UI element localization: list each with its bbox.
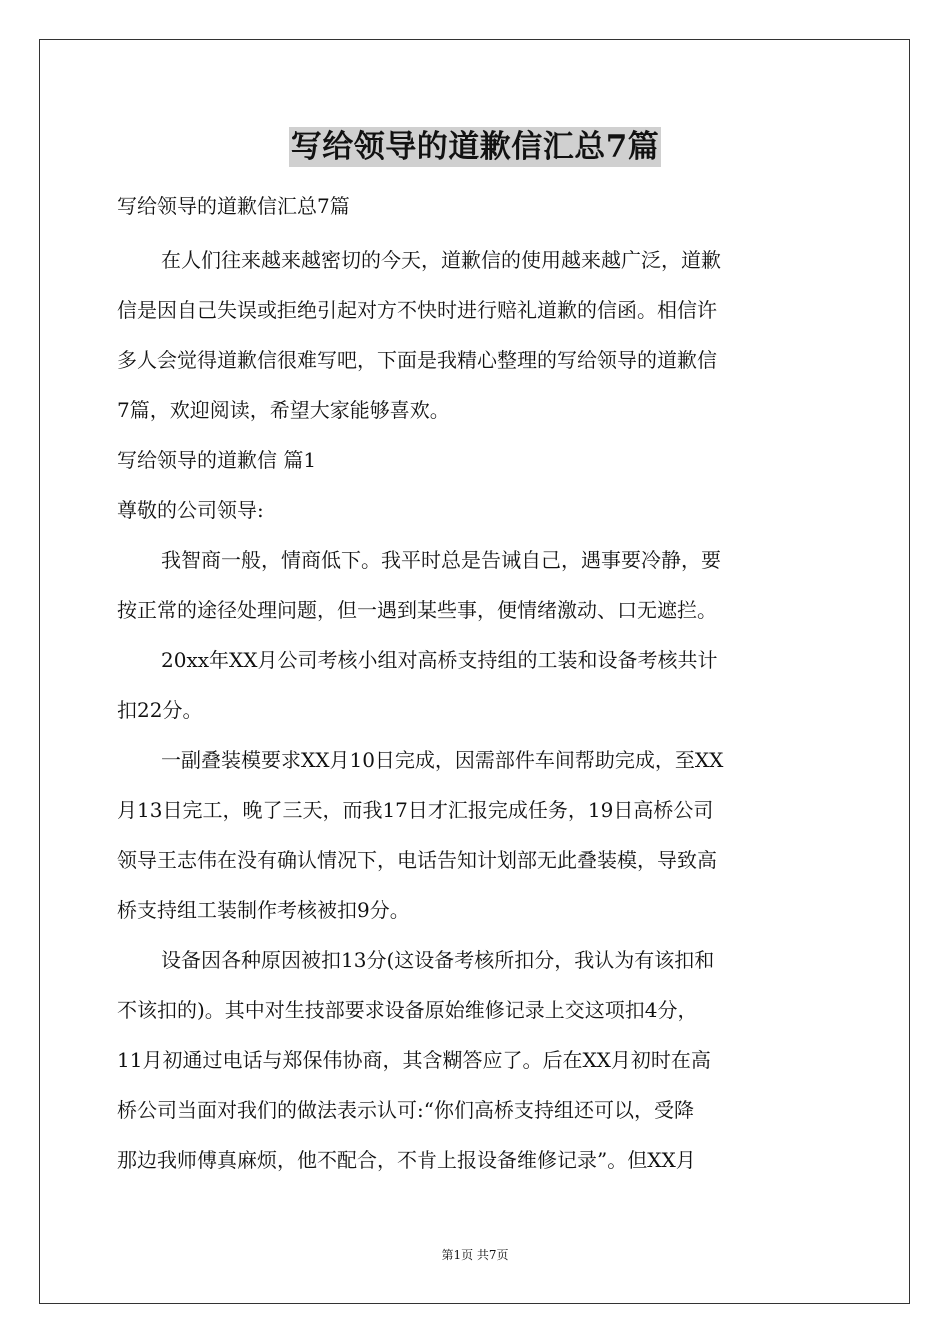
body-line: 我智商一般，情商低下。我平时总是告诫自己，遇事要冷静，要 (161, 548, 721, 572)
document-title: 写给领导的道歉信汇总7篇 (290, 129, 660, 165)
body-line: 不该扣的)。其中对生技部要求设备原始维修记录上交这项扣4分， (117, 998, 698, 1022)
body-line: 领导王志伟在没有确认情况下，电话告知计划部无此叠装模，导致高 (117, 848, 717, 872)
title-wrap (117, 127, 833, 167)
body-line: 一副叠装模要求XX月10日完成，因需部件车间帮助完成，至XX (161, 748, 724, 772)
subtitle-line: 写给领导的道歉信汇总7篇 (117, 194, 350, 218)
body-line: 20xx年XX月公司考核小组对高桥支持组的工装和设备考核共计 (161, 648, 718, 672)
body-line: 按正常的途径处理问题，但一遇到某些事，便情绪激动、口无遮拦。 (117, 598, 717, 622)
body-line: 设备因各种原因被扣13分(这设备考核所扣分，我认为有该扣和 (161, 948, 715, 972)
body-line: 多人会觉得道歉信很难写吧，下面是我精心整理的写给领导的道歉信 (117, 348, 717, 372)
body-line: 月13日完工，晚了三天，而我17日才汇报完成任务，19日高桥公司 (117, 798, 714, 822)
body-line: 桥支持组工装制作考核被扣9分。 (117, 898, 410, 922)
body-line: 11月初通过电话与郑保伟协商，其含糊答应了。后在XX月初时在高 (117, 1048, 711, 1072)
body-line: 扣22分。 (117, 698, 203, 722)
page-number-label: 第1页 共7页 (441, 1248, 509, 1262)
page-footer (0, 1246, 950, 1263)
body-line: 在人们往来越来越密切的今天，道歉信的使用越来越广泛，道歉 (161, 248, 721, 272)
salutation: 尊敬的公司领导: (117, 498, 264, 522)
body-line: 那边我师傅真麻烦，他不配合，不肯上报设备维修记录”。但XX月 (117, 1148, 696, 1172)
body-line: 桥公司当面对我们的做法表示认可:“你们高桥支持组还可以，受降 (117, 1098, 694, 1122)
body-line: 7篇，欢迎阅读，希望大家能够喜欢。 (117, 398, 450, 422)
body-line: 信是因自己失误或拒绝引起对方不快时进行赔礼道歉的信函。相信许 (117, 298, 717, 322)
section-heading: 写给领导的道歉信 篇1 (117, 448, 317, 472)
document-body (117, 127, 833, 1185)
